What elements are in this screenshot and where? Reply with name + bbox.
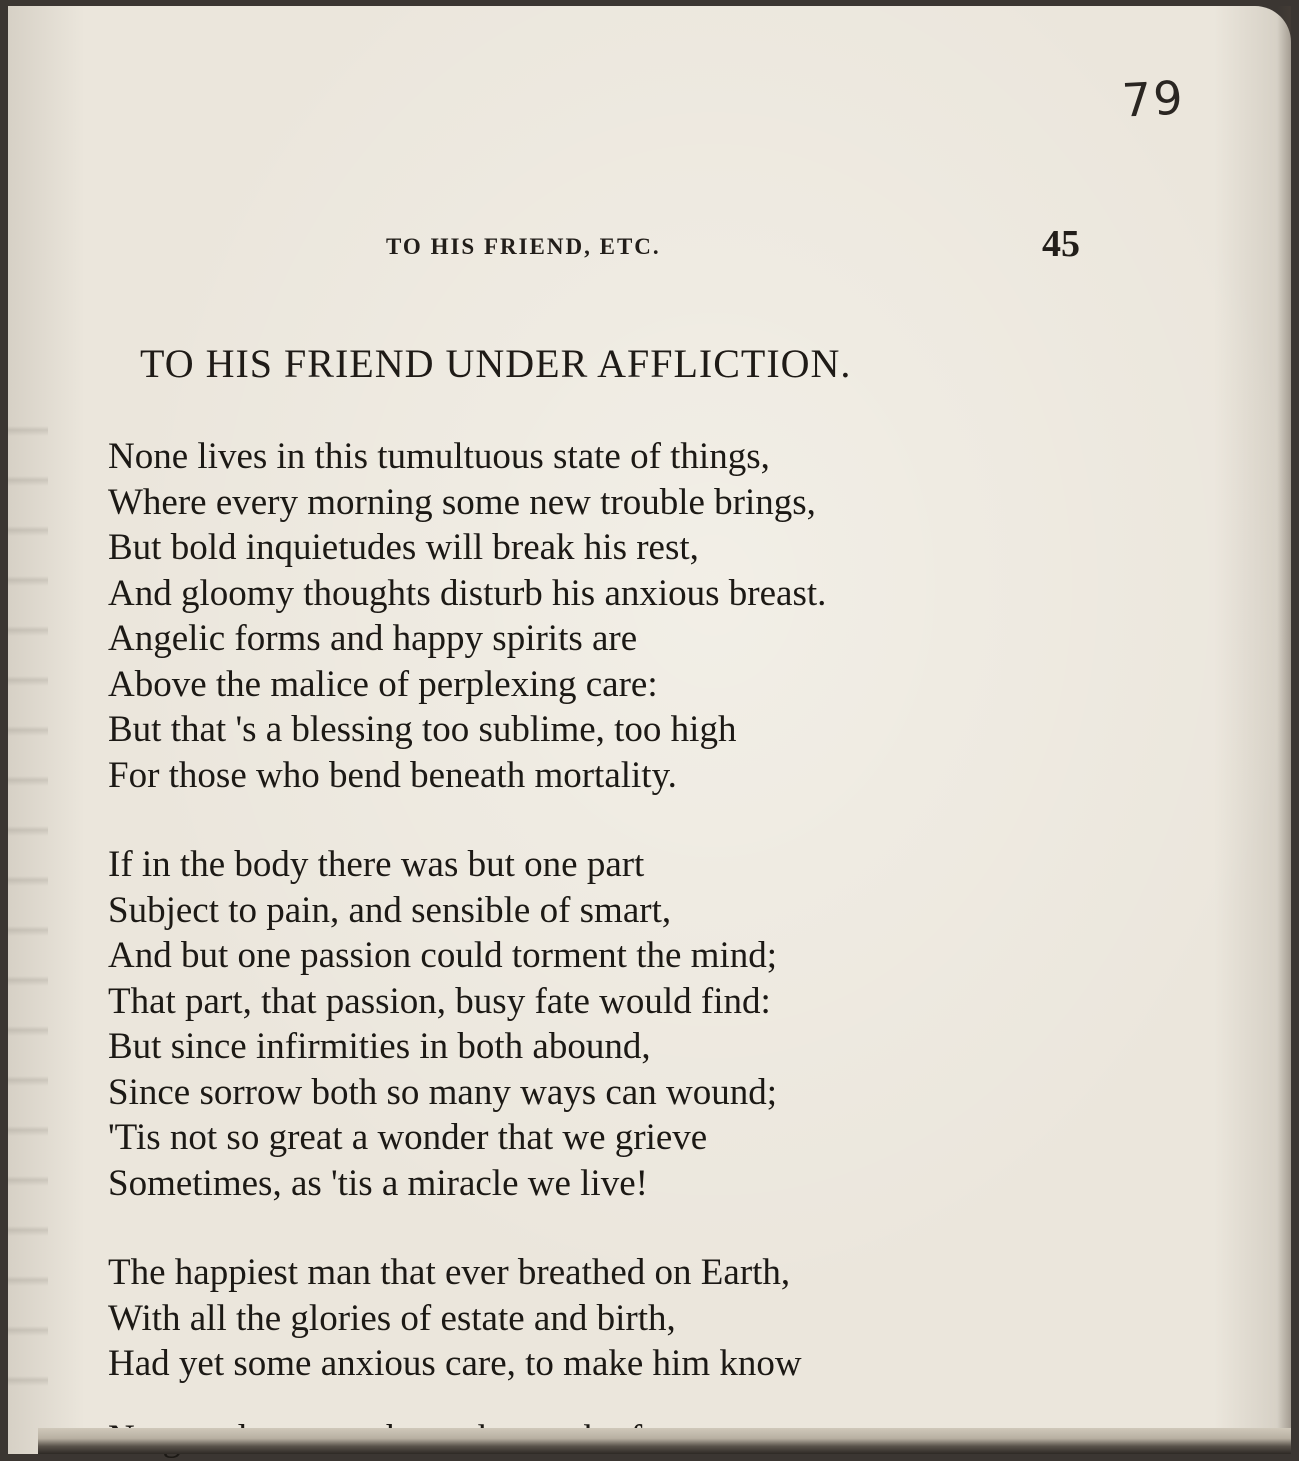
poem-line: Angelic forms and happy spirits are: [108, 618, 638, 659]
page-number: 45: [1042, 223, 1080, 265]
poem-line: Where every morning some new trouble brings,: [108, 481, 816, 523]
poem-line: But since infirmities in both abound,: [108, 1026, 651, 1067]
poem-line: Sometimes, as 'tis a miracle we live!: [108, 1162, 648, 1204]
poem-line: With all the glories of estate and birth,: [108, 1297, 676, 1339]
poem-body: [108, 434, 1108, 1431]
poem-title: TO HIS FRIEND UNDER AFFLICTION.: [140, 341, 852, 386]
stanza-2: [108, 842, 1108, 1206]
page-bottom-edge: [38, 1428, 1291, 1454]
poem-line: None lives in this tumultuous state of things,: [108, 436, 770, 477]
page-edge-shadow: [1277, 6, 1291, 1454]
handwritten-folio-number: 79: [1120, 70, 1186, 128]
poem-line: If in the body there was but one part: [108, 844, 645, 885]
running-head: TO HIS FRIEND, ETC.: [386, 234, 661, 259]
poem-line: That part, that passion, busy fate would find:: [108, 980, 771, 1022]
facing-page-bleed: [8, 386, 48, 1386]
poem-line: And gloomy thoughts disturb his anxious breast.: [108, 572, 827, 614]
poem-line: And but one passion could torment the mind;: [108, 935, 777, 976]
poem-line: Had yet some anxious care, to make him know: [108, 1343, 802, 1384]
poem-line: 'Tis not so great a wonder that we grieve: [108, 1117, 708, 1158]
poem-line: The happiest man that ever breathed on Earth,: [108, 1252, 791, 1293]
poem-line: For those who bend beneath mortality.: [108, 754, 677, 796]
stanza-3: [108, 1250, 1108, 1387]
poem-line: Subject to pain, and sensible of smart,: [108, 889, 672, 931]
poem-line: But bold inquietudes will break his rest,: [108, 527, 699, 568]
book-page: [8, 6, 1291, 1454]
poem-line: Since sorrow both so many ways can wound;: [108, 1071, 777, 1113]
poem-line: Above the malice of perplexing care:: [108, 663, 658, 705]
poem-line: But that 's a blessing too sublime, too high: [108, 709, 737, 750]
stanza-1: [108, 434, 1108, 798]
